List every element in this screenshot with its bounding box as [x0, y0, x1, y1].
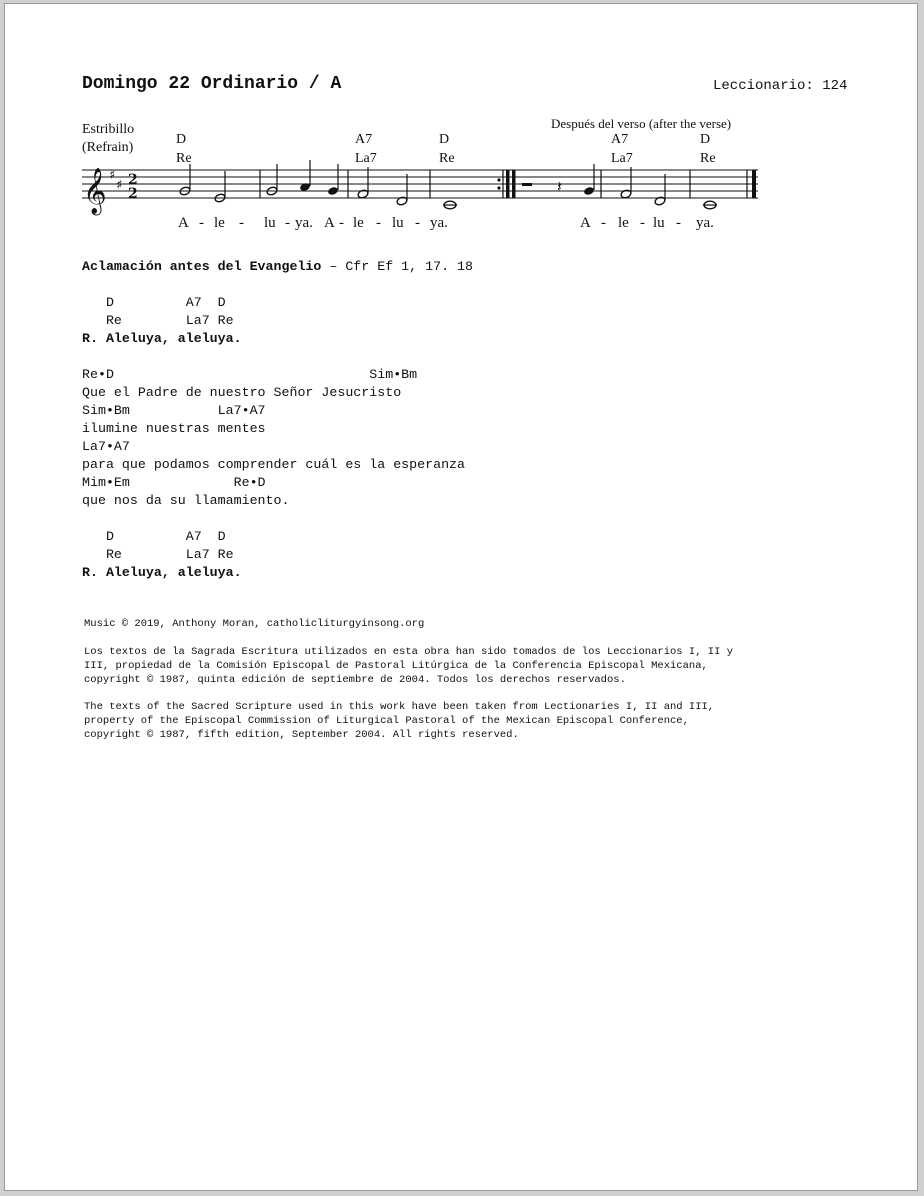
verse-chord-line: Re•D Sim•Bm [82, 367, 418, 382]
score-chord-5-en: D [700, 132, 711, 147]
spanish-copyright-line: Los textos de la Sagrada Escritura utilizados en esta obra han sido tomados de los Leccionarios I, II y [84, 646, 734, 658]
score-chord-5-es: Re [700, 151, 716, 166]
acclamation-title: Aclamación antes del Evangelio [82, 259, 322, 274]
verse-chord-line: La7•A7 [82, 439, 130, 454]
lyric-syllable: ya. [430, 215, 448, 231]
sharp-icon: ♯ [116, 178, 123, 193]
estribillo-label: Estribillo [82, 122, 135, 137]
treble-clef-icon: 𝄞 [83, 168, 107, 214]
lyric-syllable: le [353, 215, 364, 231]
score-chord-2-en: A7 [355, 132, 373, 147]
leccionario-number: Leccionario: 124 [713, 78, 848, 94]
lyric-syllable: ya. [295, 215, 313, 231]
sheet-page [4, 3, 918, 1191]
lyric-syllable: ya. [696, 215, 714, 231]
acclamation-reference: – Cfr Ef 1, 17. 18 [321, 259, 473, 274]
refrain-1-text: R. Aleluya, aleluya. [82, 331, 242, 346]
score-chord-1-en: D [176, 132, 187, 147]
lyric-syllable: lu [653, 215, 665, 231]
acclamation-heading [82, 258, 473, 276]
english-copyright-line: copyright © 1987, fifth edition, September 2004. All rights reserved. [84, 729, 519, 741]
lyric-hyphen: - [285, 215, 290, 231]
time-sig-top: 2 [128, 172, 138, 188]
lyric-syllable: A [178, 215, 189, 231]
score-chord-4-en: A7 [611, 132, 629, 147]
verse-text-line: ilumine nuestras mentes [82, 421, 266, 436]
lyric-syllable: le [618, 215, 629, 231]
lyric-syllable: le [214, 215, 225, 231]
music-copyright: Music © 2019, Anthony Moran, catholicliturgyinsong.org [84, 618, 425, 630]
score-chord-3-en: D [439, 132, 450, 147]
lyric-hyphen: - [376, 215, 381, 231]
lyric-hyphen: - [601, 215, 606, 231]
lyric-syllable: lu [264, 215, 276, 231]
verse-text-line: Que el Padre de nuestro Señor Jesucristo [82, 385, 402, 400]
quarter-rest-icon: 𝄽 [557, 177, 562, 196]
refrain-2-chords-en: D A7 D [82, 529, 226, 544]
score-chord-1-es: Re [176, 151, 192, 166]
refrain-1-chords-es: Re La7 Re [82, 313, 234, 328]
lyric-syllable: lu [392, 215, 404, 231]
spanish-copyright-line: copyright © 1987, quinta edición de septiembre de 2004. Todos los derechos reservados. [84, 674, 626, 686]
refrain-2-chords-es: Re La7 Re [82, 547, 234, 562]
page-title: Domingo 22 Ordinario / A [82, 74, 342, 94]
refrain-2-text: R. Aleluya, aleluya. [82, 565, 242, 580]
lyric-syllable: A [324, 215, 335, 231]
verse-chord-line: Sim•Bm La7•A7 [82, 403, 266, 418]
refrain-label: (Refrain) [82, 140, 134, 155]
lyric-hyphen: - [415, 215, 420, 231]
verse-chord-line: Mim•Em Re•D [82, 475, 266, 490]
lyric-hyphen: - [640, 215, 645, 231]
score-chord-3-es: Re [439, 151, 455, 166]
lyric-hyphen: - [339, 215, 344, 231]
spanish-copyright-line: III, propiedad de la Comisión Episcopal de Pastoral Litúrgica de la Conferencia Episcopal Mexicana, [84, 660, 708, 672]
english-copyright-line: property of the Episcopal Commission of Liturgical Pastoral of the Mexican Episcopal Conference, [84, 715, 689, 727]
lyric-hyphen: - [199, 215, 204, 231]
score-chord-4-es: La7 [611, 151, 633, 166]
lyric-hyphen: - [239, 215, 244, 231]
lyric-syllable: A [580, 215, 591, 231]
verse-text-line: para que podamos comprender cuál es la esperanza [82, 457, 466, 472]
english-copyright-line: The texts of the Sacred Scripture used in this work have been taken from Lectionaries I, II and III, [84, 701, 715, 713]
verse-text-line: que nos da su llamamiento. [82, 493, 290, 508]
time-sig-bottom: 2 [128, 186, 138, 202]
score-chord-2-es: La7 [355, 151, 377, 166]
music-staff [5, 4, 919, 244]
sharp-icon: ♯ [109, 168, 116, 183]
refrain-1-chords-en: D A7 D [82, 295, 226, 310]
after-verse-label: Después del verso (after the verse) [551, 116, 732, 131]
lyric-hyphen: - [676, 215, 681, 231]
